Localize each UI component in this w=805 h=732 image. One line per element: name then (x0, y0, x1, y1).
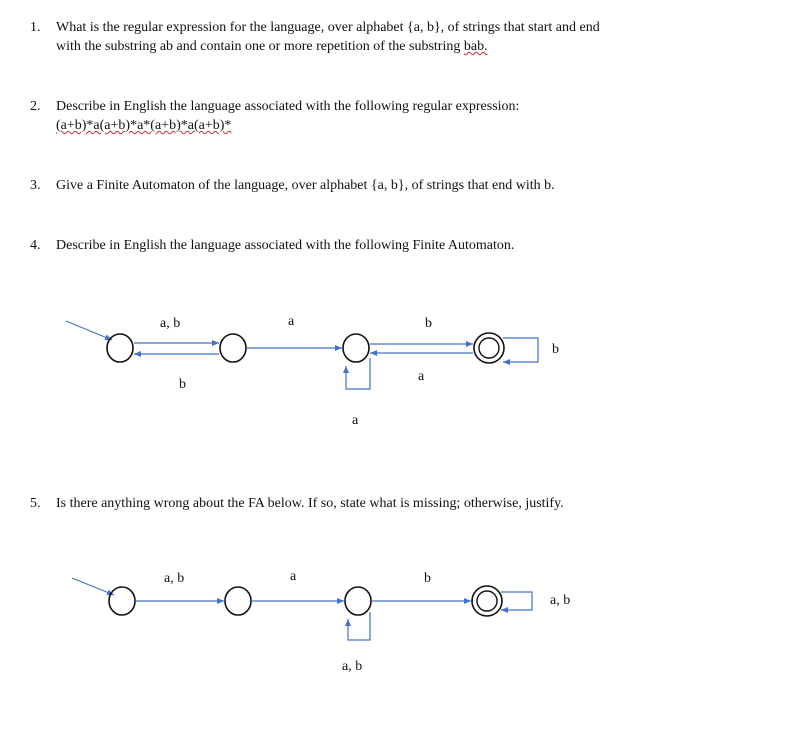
question-text-line1: Describe in English the language associated with the following Finite Automaton. (56, 238, 515, 253)
start-arrow (66, 321, 112, 340)
state-q1 (220, 334, 246, 362)
edge-label-q0-q1: a, b (164, 571, 185, 586)
question-number: 2. (30, 99, 41, 114)
state-q2 (345, 587, 371, 615)
question-text-line1: What is the regular expression for the language, over alphabet {a, b}, of strings that start and end (56, 20, 600, 35)
state-q0 (107, 334, 133, 362)
question-number: 3. (30, 178, 41, 193)
question-number: 4. (30, 238, 41, 253)
question-text-line1: Describe in English the language associated with the following regular expression: (56, 99, 520, 114)
loop-q3 (501, 592, 532, 610)
edge-label-q1-q0: b (179, 377, 186, 392)
state-q3-inner-circle (477, 591, 497, 611)
question-text-line2 (56, 37, 488, 56)
regular-expression: (a+b)*a(a+b)*a*(a+b)*a(a+b)* (56, 118, 232, 133)
question-text-line1: Give a Finite Automaton of the language, over alphabet {a, b}, of strings that end with b. (56, 178, 555, 193)
edge-label-q0-q1: a, b (160, 316, 181, 331)
loop-q3 (503, 338, 538, 362)
question-text-line1: Is there anything wrong about the FA below. If so, state what is missing; otherwise, justify. (56, 496, 564, 511)
loop-label-q2: a (352, 413, 359, 428)
loop-q2 (348, 612, 370, 640)
state-q0 (109, 587, 135, 615)
finite-automaton-2 (0, 560, 805, 690)
question-text-line2-main: with the substring ab and contain one or more repetition of the substring (56, 39, 464, 54)
loop-label-q3: a, b (550, 593, 571, 608)
finite-automaton-1 (0, 300, 805, 450)
edge-label-q2-q3: b (425, 316, 432, 331)
state-q1 (225, 587, 251, 615)
question-number: 1. (30, 20, 41, 35)
loop-label-q2: a, b (342, 659, 363, 674)
start-arrow (72, 578, 114, 595)
edge-label-q3-q2: a (418, 369, 425, 384)
question-number: 5. (30, 496, 41, 511)
underlined-term: bab. (463, 39, 488, 54)
edge-label-q1-q2: a (290, 569, 297, 584)
edge-label-q1-q2: a (288, 314, 295, 329)
loop-label-q3: b (552, 342, 559, 357)
state-q2 (343, 334, 369, 362)
state-q3-inner-circle (479, 338, 499, 358)
edge-label-q2-q3: b (424, 571, 431, 586)
